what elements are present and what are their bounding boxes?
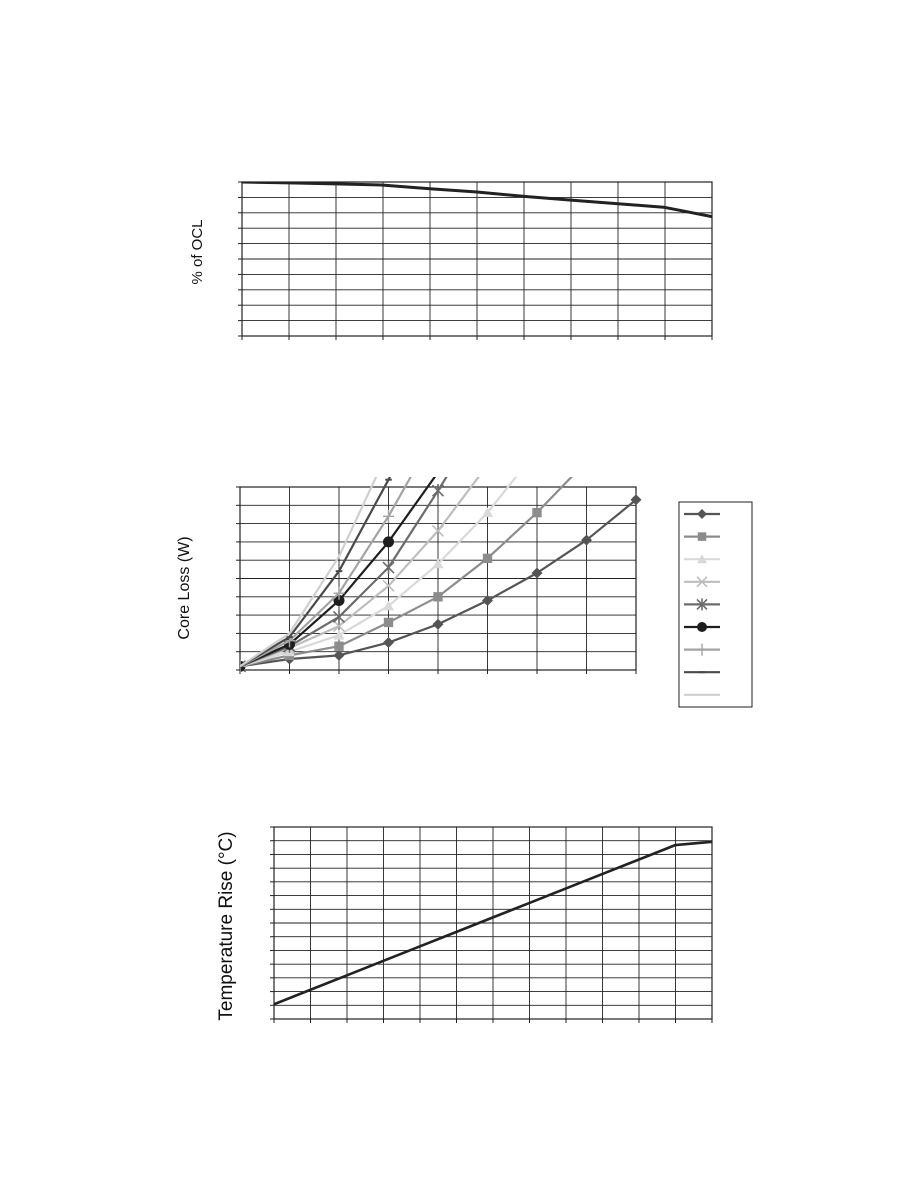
core-loss-point-star xyxy=(433,484,444,497)
temperature-y-axis-label: Temperature Rise (°C) xyxy=(216,831,237,1021)
core-loss-point-square xyxy=(384,618,393,627)
core-loss-y-axis-label: Core Loss (W) xyxy=(176,536,193,640)
legend-marker-square xyxy=(698,532,707,541)
temperature-chart xyxy=(0,800,918,1060)
core-loss-point-square xyxy=(532,508,541,517)
core-loss-point-square xyxy=(334,642,343,651)
core-loss-point-diamond xyxy=(433,619,444,630)
core-loss-point-square xyxy=(483,554,492,563)
legend-marker-circle xyxy=(697,622,707,632)
core-loss-point-star xyxy=(334,610,345,623)
core-loss-point-square xyxy=(433,592,442,601)
core-loss-point-circle xyxy=(383,536,394,547)
core-loss-point-triangle xyxy=(334,630,345,640)
core-loss-legend xyxy=(679,502,752,707)
core-loss-chart xyxy=(0,440,918,800)
core-loss-point-diamond xyxy=(383,637,394,648)
core-loss-point-star xyxy=(383,561,394,574)
ocl-chart xyxy=(0,0,918,360)
ocl-y-axis-label: % of OCL xyxy=(189,219,206,285)
